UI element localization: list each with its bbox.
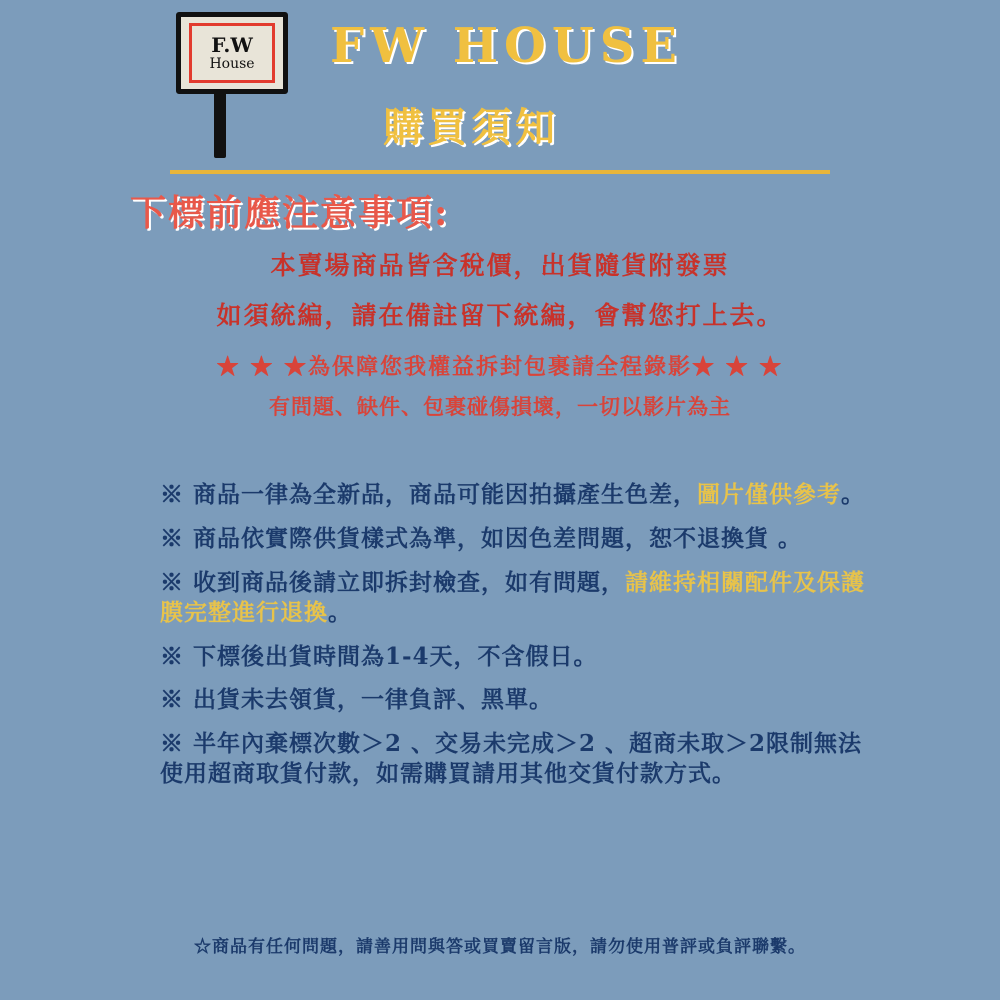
notice-line-2: 如須統編，請在備註留下統編，會幫您打上去。	[216, 301, 784, 330]
signboard-inner-frame	[189, 23, 275, 83]
rule-highlight: 圖片僅供參考	[697, 481, 842, 508]
notice-body	[0, 246, 1000, 421]
rule-highlight: 請維持相關配件及保護膜完整進行退換	[160, 568, 866, 626]
rule-suffix: 。	[841, 481, 866, 508]
rules-list	[160, 480, 880, 803]
header-divider	[170, 170, 830, 174]
rule-text: ※ 下標後出貨時間為1-4天，不含假日。	[160, 642, 598, 670]
rule-item	[160, 642, 880, 672]
footer-note: ☆商品有任何問題，請善用問與答或買賣留言版，請勿使用普評或負評聯繫。	[194, 937, 806, 957]
rule-item	[160, 568, 880, 628]
rule-text: ※ 收到商品後請立即拆封檢查，如有問題，	[160, 568, 626, 596]
rule-item	[160, 524, 880, 554]
rule-text: ※ 商品一律為全新品，商品可能因拍攝產生色差，	[160, 481, 698, 508]
rule-suffix: 。	[328, 598, 352, 626]
signboard-post	[214, 92, 226, 158]
brand-title: FW HOUSE	[330, 18, 683, 74]
rule-text: ※ 出貨未去領貨，一律負評、黑單。	[160, 686, 554, 714]
logo-fw-text: F.W	[211, 33, 253, 57]
logo-house-text: House	[209, 56, 255, 72]
notice-heading: 下標前應注意事項:	[130, 192, 450, 234]
signboard-icon	[176, 12, 288, 94]
rule-item	[160, 685, 880, 715]
rule-item	[160, 480, 880, 510]
rule-item	[160, 729, 880, 789]
brand-subtitle: 購買須知	[383, 104, 559, 151]
notice-line-4: 有問題、缺件、包裹碰傷損壞，一切以影片為主	[269, 394, 731, 419]
rule-text: ※ 商品依實際供貨樣式為準，如因色差問題，恕不退換貨 。	[160, 524, 803, 552]
notice-line-3: ★ ★ ★為保障您我權益拆封包裹請全程錄影★ ★ ★	[216, 354, 784, 380]
fw-house-logo	[168, 8, 298, 163]
notice-line-1: 本賣場商品皆含稅價，出貨隨貨附發票	[270, 251, 730, 280]
rule-text: ※ 半年內棄標次數＞2 、交易未完成＞2 、超商未取＞2限制無法使用超商取貨付款，如需購買請用其他交貨付款方式。	[160, 730, 863, 788]
